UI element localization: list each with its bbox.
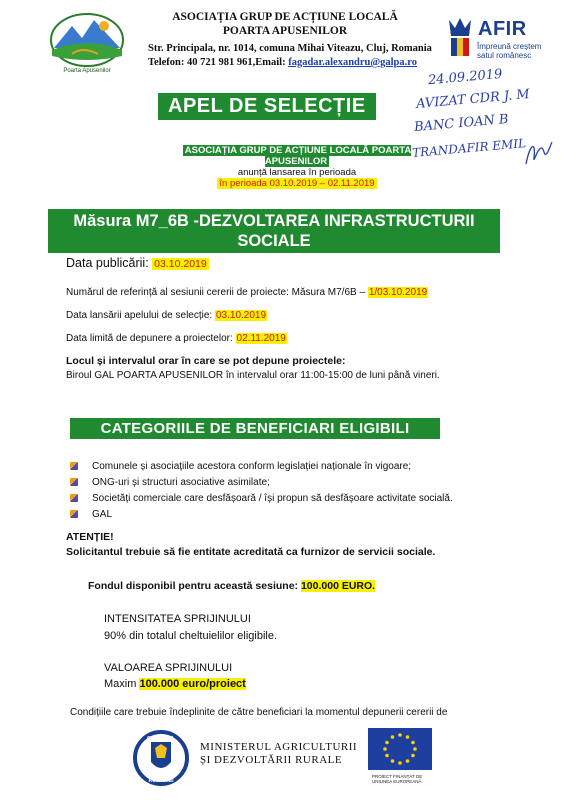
afir-tagline — [477, 42, 541, 60]
bullet-icon — [70, 462, 78, 470]
list-item-text: GAL — [92, 509, 113, 520]
signature-icon — [522, 134, 556, 170]
bullet-icon — [70, 510, 78, 518]
deadline-label: Data limită de depunere a proiectelor: — [66, 333, 236, 344]
announce-line2: anunță lansarea în perioada — [237, 167, 357, 178]
afir-emblem-icon — [445, 14, 475, 62]
list-item-text: Comunele și asociațiile acestora conform legislației naționale în vigoare; — [92, 461, 412, 472]
org-name-line2: POARTA APUSENILOR — [222, 25, 348, 37]
intensity-heading: INTENSITATEA SPRIJINULUI — [104, 613, 251, 625]
handwritten-date: 24.09.2019 — [427, 66, 503, 89]
pub-label: Data publicării: — [66, 256, 149, 270]
svg-text:ROMÂNIEI: ROMÂNIEI — [148, 778, 174, 784]
publication-date — [66, 256, 209, 270]
afir-name: AFIR — [478, 18, 527, 40]
launch-label: Data lansării apelului de selecție: — [66, 310, 215, 321]
ref-label: Numărul de referință al sesiunii cererii de proiecte: Măsura M7/6B – — [66, 287, 368, 298]
eu-flag — [368, 728, 432, 770]
bullet-icon — [70, 478, 78, 486]
svg-text:Poarta Apusenilor: Poarta Apusenilor — [63, 68, 111, 74]
email-link[interactable]: fagadar.alexandru@galpa.ro — [288, 57, 417, 68]
phone-label: Telefon: 40 721 981 961,Email: — [148, 57, 289, 68]
org-name — [150, 10, 420, 38]
eu-flag-icon — [368, 728, 432, 770]
ministry-line1: MINISTERUL AGRICULTURII — [200, 741, 358, 753]
conditions-text: Condițiile care trebuie îndeplinite de către beneficiari la momentul depunerii cererii de — [70, 707, 448, 718]
gal-logo-icon — [42, 10, 132, 76]
intensity-text: 90% din totalul cheltuielilor eligibile. — [104, 630, 278, 642]
org-address: Str. Principala, nr. 1014, comuna Mihai Viteazu, Cluj, Romania — [148, 43, 432, 54]
location-title: Locul și intervalul orar în care se pot depune proiectele: — [66, 355, 346, 367]
handwritten-line1: AVIZAT CDR J. M — [415, 87, 531, 112]
page-title: APEL DE SELECȚIE — [158, 93, 376, 120]
list-item — [70, 477, 270, 488]
afir-tagline-1: Împreună creștem — [477, 42, 542, 51]
pub-value: 03.10.2019 — [154, 258, 207, 270]
reference-number — [66, 287, 428, 298]
romania-crest-icon — [133, 728, 189, 790]
eu-caption: PROIECT FINANȚAT DE UNIUNEA EUROPEANĂ — [372, 774, 423, 784]
categories-title: CATEGORIILE DE BENEFICIARI ELIGIBILI — [70, 418, 440, 439]
handwritten-line2: BANC IOAN B — [413, 111, 510, 136]
fund-value: 100.000 EURO. — [300, 580, 376, 592]
list-item-text: ONG-uri și structuri asociative asimilate; — [92, 477, 270, 488]
location-text: Biroul GAL POARTA APUSENILOR în intervalul orar 11:00-15:00 de luni până vineri. — [66, 370, 440, 381]
deadline-value: 02.11.2019 — [236, 333, 286, 344]
attention-heading: ATENȚIE! — [66, 531, 114, 543]
ref-value: 1/03.10.2019 — [368, 287, 428, 298]
handwritten-line3: TRANDAFIR EMIL — [411, 136, 527, 160]
support-value-label: Maxim — [104, 678, 140, 690]
launch-value: 03.10.2019 — [215, 310, 267, 321]
announce-line3: în perioada 03.10.2019 – 02.11.2019 — [219, 178, 375, 189]
afir-tagline-2: satul românesc — [477, 51, 532, 60]
list-item — [70, 461, 411, 472]
announce-line1: ASOCIAȚIA GRUP DE ACȚIUNE LOCALĂ POARTA APUSENILOR — [184, 145, 412, 167]
org-contact — [148, 42, 433, 70]
ministry-name — [200, 741, 357, 767]
announcement — [182, 145, 412, 189]
fund-label: Fondul disponibil pentru această sesiune: — [88, 580, 301, 592]
attention-text: Solicitantul trebuie să fie entitate acreditată ca furnizor de servicii sociale. — [66, 546, 436, 558]
org-name-line1: ASOCIAȚIA GRUP DE ACȚIUNE LOCALĂ — [172, 11, 398, 23]
org-phone-email — [148, 56, 433, 70]
support-value-amount: 100.000 euro/proiect — [139, 678, 246, 690]
list-item — [70, 493, 453, 504]
support-value-heading: VALOAREA SPRIJINULUI — [104, 662, 233, 674]
deadline-date — [66, 333, 287, 344]
fund-available — [88, 580, 375, 592]
gal-logo — [42, 10, 132, 76]
support-value-text — [104, 678, 246, 690]
svg-text:GUVERNUL: GUVERNUL — [146, 736, 176, 742]
list-item-text: Societăți comerciale care desfășoară / își propun să desfășoare activitate socială. — [92, 493, 453, 504]
bullet-icon — [70, 494, 78, 502]
measure-title: Măsura M7_6B -DEZVOLTAREA INFRASTRUCTURII SOCIALE — [48, 209, 500, 253]
launch-date — [66, 310, 267, 321]
government-crest — [133, 728, 189, 790]
list-item — [70, 509, 112, 520]
ministry-line2: ȘI DEZVOLTĂRII RURALE — [200, 754, 343, 766]
